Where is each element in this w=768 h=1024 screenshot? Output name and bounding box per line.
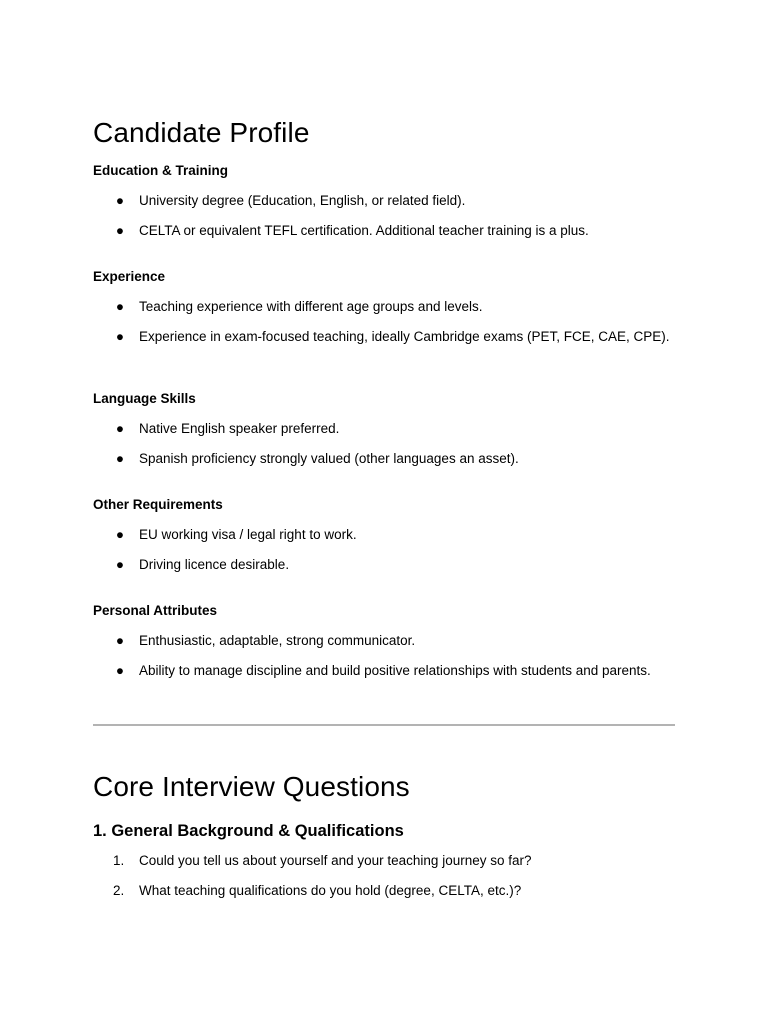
other-requirements-list bbox=[93, 527, 675, 573]
bullet-icon: ● bbox=[115, 299, 125, 314]
personal-attributes-heading: Personal Attributes bbox=[93, 603, 218, 618]
list-item: 2. What teaching qualifications do you hold (degree, CELTA, etc.)? bbox=[113, 883, 522, 898]
list-item: ● Driving licence desirable. bbox=[115, 557, 290, 572]
item-number: 1. bbox=[113, 853, 125, 868]
bullet-icon: ● bbox=[115, 193, 125, 208]
bullet-icon: ● bbox=[115, 329, 125, 344]
other-requirements-heading: Other Requirements bbox=[93, 497, 223, 512]
core-interview-questions-title: Core Interview Questions bbox=[93, 771, 410, 802]
list-item: ● Ability to manage discipline and build positive relationships with students and parents. bbox=[115, 663, 651, 678]
list-item: ● University degree (Education, English, or related field). bbox=[115, 193, 466, 208]
list-item: ● CELTA or equivalent TEFL certification. Additional teacher training is a plus. bbox=[115, 223, 589, 238]
list-item: ● Spanish proficiency strongly valued (other languages an asset). bbox=[115, 451, 519, 466]
education-training-list bbox=[93, 193, 675, 239]
experience-heading: Experience bbox=[93, 269, 166, 284]
list-item: ● Experience in exam-focused teaching, ideally Cambridge exams (PET, FCE, CAE, CPE). bbox=[115, 329, 670, 344]
candidate-profile-title: Candidate Profile bbox=[93, 117, 310, 148]
language-skills-heading: Language Skills bbox=[93, 391, 196, 406]
list-item: ● EU working visa / legal right to work. bbox=[115, 527, 357, 542]
item-number: 2. bbox=[113, 883, 125, 898]
bullet-icon: ● bbox=[115, 557, 125, 572]
question-list bbox=[93, 853, 675, 899]
bullet-icon: ● bbox=[115, 663, 125, 678]
general-background-heading: 1. General Background & Qualifications bbox=[93, 822, 404, 840]
horizontal-divider bbox=[93, 724, 675, 726]
education-training-heading: Education & Training bbox=[93, 163, 229, 178]
bullet-icon: ● bbox=[115, 633, 125, 648]
bullet-icon: ● bbox=[115, 527, 125, 542]
list-item: ● Native English speaker preferred. bbox=[115, 421, 340, 436]
list-item: ● Enthusiastic, adaptable, strong communicator. bbox=[115, 633, 416, 648]
list-item: 1. Could you tell us about yourself and your teaching journey so far? bbox=[113, 853, 532, 868]
experience-list bbox=[93, 299, 675, 345]
list-item: ● Teaching experience with different age groups and levels. bbox=[115, 299, 483, 314]
language-skills-list bbox=[93, 421, 675, 467]
bullet-icon: ● bbox=[115, 421, 125, 436]
personal-attributes-list bbox=[93, 633, 675, 679]
bullet-icon: ● bbox=[115, 451, 125, 466]
bullet-icon: ● bbox=[115, 223, 125, 238]
